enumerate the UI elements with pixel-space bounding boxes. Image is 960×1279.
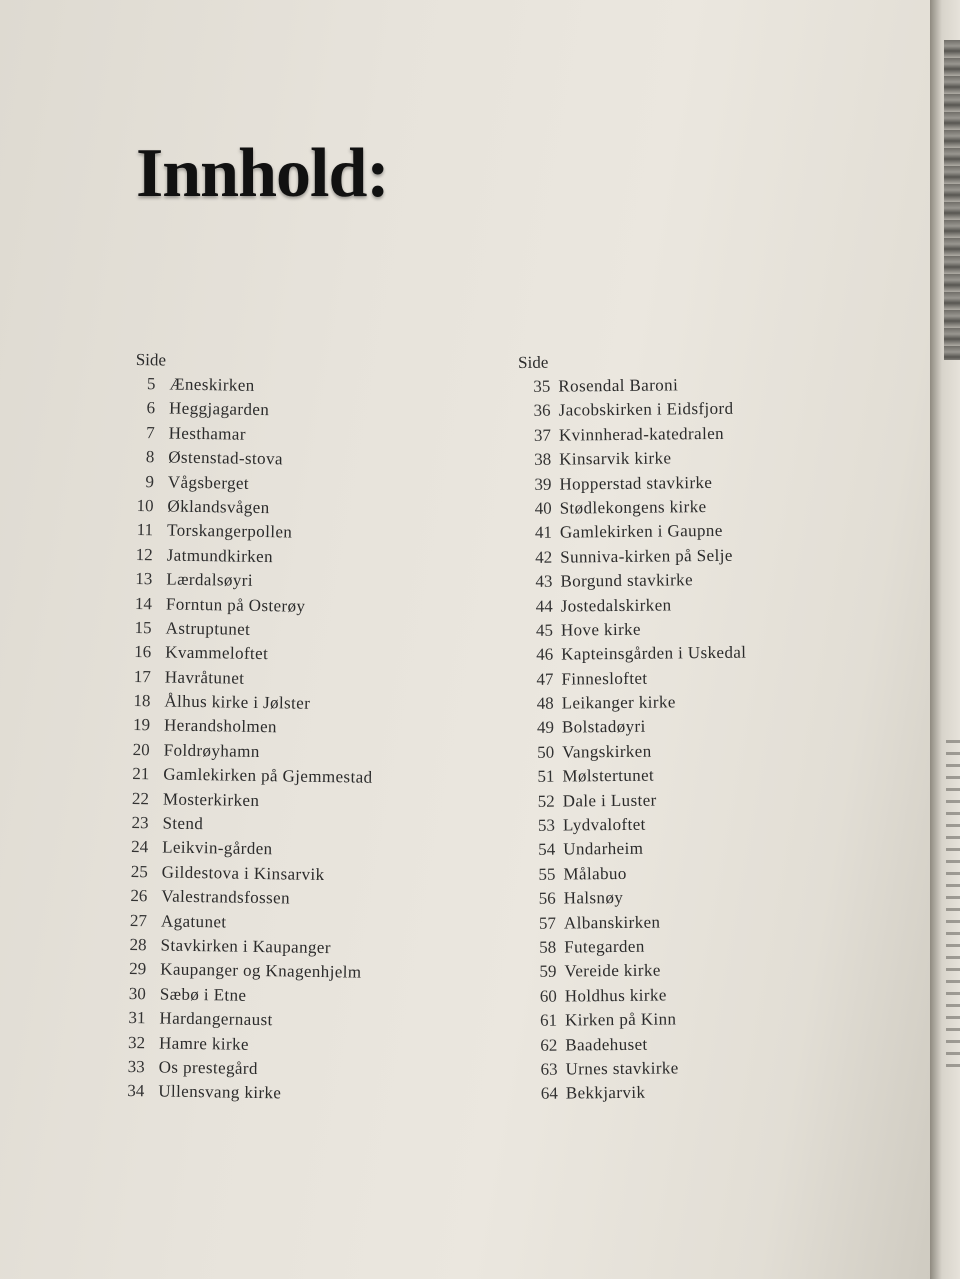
page-number: 62 bbox=[540, 1035, 558, 1055]
entry-title: Sunniva-kirken på Selje bbox=[560, 545, 733, 567]
entry-title: Urnes stavkirke bbox=[565, 1058, 679, 1079]
toc-entry bbox=[524, 884, 824, 912]
page-number: 41 bbox=[534, 522, 553, 543]
entry-title: Hesthamar bbox=[168, 423, 247, 444]
page-number: 37 bbox=[533, 425, 551, 445]
toc-entry bbox=[526, 1079, 826, 1107]
entry-title: Jacobskirken i Eidsfjord bbox=[558, 399, 734, 420]
entry-title: Vågsberget bbox=[167, 472, 250, 493]
page-number: 58 bbox=[539, 937, 557, 957]
entry-title: Lærdalsøyri bbox=[166, 569, 254, 590]
entry-title: Astruptunet bbox=[165, 618, 251, 639]
entry-title: Bolstadøyri bbox=[561, 717, 646, 738]
toc-entry bbox=[518, 372, 818, 400]
toc-entry bbox=[521, 640, 821, 668]
entry-title: Gamlekirken i Gaupne bbox=[559, 521, 723, 542]
toc-entry bbox=[124, 1079, 444, 1108]
page-number: 26 bbox=[130, 886, 148, 906]
page-number: 11 bbox=[136, 520, 154, 540]
toc-entry bbox=[520, 567, 820, 595]
entry-title: Heggjagarden bbox=[168, 398, 270, 420]
entry-title: Stend bbox=[162, 813, 204, 834]
toc-entry bbox=[522, 762, 822, 790]
page-number: 15 bbox=[134, 617, 152, 638]
page-number: 16 bbox=[134, 642, 152, 662]
page-number: 35 bbox=[533, 376, 551, 396]
side-column-header: Side bbox=[135, 349, 167, 370]
page-number: 23 bbox=[131, 813, 149, 833]
toc-entry bbox=[521, 616, 821, 644]
entry-title: Leikanger kirke bbox=[561, 692, 676, 713]
entry-title: Borgund stavkirke bbox=[560, 570, 694, 591]
toc-entry bbox=[524, 933, 824, 961]
page-number: 5 bbox=[146, 374, 156, 394]
page-number: 29 bbox=[129, 959, 147, 979]
page-number: 60 bbox=[539, 986, 557, 1006]
page-number: 21 bbox=[132, 764, 150, 784]
entry-title: Stødlekongens kirke bbox=[559, 496, 707, 518]
entry-title: Vangskirken bbox=[562, 741, 652, 762]
toc-entry bbox=[522, 689, 822, 717]
page-number: 51 bbox=[537, 766, 555, 787]
page-number: 42 bbox=[535, 547, 553, 567]
entry-title: Kvammeloftet bbox=[165, 642, 269, 664]
page-number: 24 bbox=[131, 837, 149, 857]
page-number: 49 bbox=[536, 718, 555, 738]
entry-title: Hopperstad stavkirke bbox=[559, 472, 713, 494]
entry-title: Forntun på Osterøy bbox=[165, 594, 306, 616]
page-number: 22 bbox=[131, 788, 150, 808]
page-number: 30 bbox=[128, 983, 147, 1003]
page-number: 52 bbox=[537, 791, 555, 811]
entry-title: Vereide kirke bbox=[564, 960, 661, 981]
entry-title: Gildestova i Kinsarvik bbox=[161, 862, 325, 884]
page-number: 38 bbox=[534, 449, 552, 470]
page-number: 12 bbox=[135, 544, 153, 565]
toc-entry bbox=[519, 469, 819, 497]
page-number: 34 bbox=[127, 1081, 145, 1101]
entry-title: Baadehuset bbox=[565, 1034, 648, 1055]
page-number: 55 bbox=[538, 864, 556, 884]
entry-title: Hardangernaust bbox=[159, 1008, 273, 1030]
entry-title: Rosendal Baroni bbox=[558, 375, 679, 396]
entry-title: Agatunet bbox=[160, 911, 227, 932]
toc-entry bbox=[522, 713, 822, 741]
page-number: 20 bbox=[132, 739, 150, 760]
entry-title: Mosterkirken bbox=[162, 789, 260, 810]
entry-title: Sæbø i Etne bbox=[159, 984, 247, 1005]
entry-title: Æneskirken bbox=[169, 374, 255, 395]
side-column-header: Side bbox=[518, 352, 549, 372]
page-number: 33 bbox=[127, 1056, 145, 1077]
page-number: 59 bbox=[539, 962, 557, 982]
entry-title: Kvinnherad-katedralen bbox=[558, 423, 725, 445]
page-number: 40 bbox=[534, 498, 552, 518]
page-number: 14 bbox=[134, 593, 153, 613]
toc-entry bbox=[523, 786, 823, 814]
page-number: 7 bbox=[146, 422, 155, 443]
page-number: 45 bbox=[535, 620, 554, 640]
page-number: 53 bbox=[537, 815, 556, 835]
page-number: 64 bbox=[540, 1083, 558, 1104]
entry-title: Torskangerpollen bbox=[166, 520, 293, 542]
entry-title: Mølstertunet bbox=[562, 765, 655, 786]
toc-entry bbox=[523, 811, 823, 839]
toc-entry bbox=[519, 421, 819, 449]
toc-entry bbox=[524, 908, 824, 936]
page-number: 39 bbox=[534, 474, 552, 494]
entry-title: Ullensvang kirke bbox=[158, 1081, 282, 1103]
page-number: 13 bbox=[135, 569, 153, 589]
entry-title: Lydvaloftet bbox=[562, 814, 646, 835]
page-number: 54 bbox=[538, 840, 556, 860]
page-title: Innhold: bbox=[136, 135, 389, 212]
entry-title: Kapteinsgården i Uskedal bbox=[561, 642, 747, 664]
page-number: 8 bbox=[145, 447, 155, 467]
entry-title: Ålhus kirke i Jølster bbox=[164, 691, 311, 713]
entry-title: Stavkirken i Kaupanger bbox=[160, 935, 332, 958]
toc-entry bbox=[525, 1006, 825, 1034]
page-number: 6 bbox=[146, 398, 156, 418]
entry-title: Hamre kirke bbox=[158, 1032, 250, 1054]
toc-entry bbox=[519, 445, 819, 473]
page-number: 63 bbox=[540, 1059, 558, 1079]
toc-right-column bbox=[518, 348, 826, 1107]
page-number: 19 bbox=[132, 715, 151, 735]
toc-entry bbox=[522, 738, 822, 766]
toc-entry bbox=[521, 665, 821, 693]
page-number: 32 bbox=[127, 1032, 146, 1052]
page-number: 36 bbox=[533, 401, 551, 421]
toc-entry bbox=[521, 591, 821, 619]
toc-list-left bbox=[124, 372, 455, 1109]
page-number: 48 bbox=[536, 693, 554, 713]
entry-title: Målabuo bbox=[563, 863, 627, 884]
entry-title: Albanskirken bbox=[563, 912, 661, 933]
toc-entry bbox=[525, 1030, 825, 1058]
toc-entry bbox=[519, 396, 819, 424]
entry-title: Foldrøyhamn bbox=[163, 740, 260, 761]
toc-entry bbox=[525, 1055, 825, 1083]
entry-title: Herandsholmen bbox=[163, 715, 278, 737]
entry-title: Hove kirke bbox=[560, 619, 642, 640]
entry-title: Undarheim bbox=[563, 839, 644, 859]
toc-entry bbox=[520, 543, 820, 571]
adjacent-page-text bbox=[946, 740, 960, 1070]
entry-title: Leikvin-gården bbox=[162, 837, 273, 859]
entry-title: Halsnøy bbox=[563, 888, 624, 908]
page-number: 31 bbox=[128, 1008, 146, 1028]
entry-title: Gamlekirken på Gjemmestad bbox=[163, 764, 373, 788]
page-number: 28 bbox=[129, 934, 147, 955]
toc-left-column bbox=[124, 348, 456, 1109]
page-number: 47 bbox=[536, 669, 554, 689]
entry-title: Valestrandsfossen bbox=[161, 886, 291, 908]
entry-title: Øklandsvågen bbox=[167, 496, 270, 518]
page-number: 18 bbox=[133, 691, 151, 711]
entry-title: Kinsarvik kirke bbox=[559, 448, 672, 469]
adjacent-page-photo bbox=[944, 40, 960, 360]
page-number: 9 bbox=[145, 471, 155, 491]
entry-title: Havråtunet bbox=[164, 667, 245, 688]
toc-list-right bbox=[518, 372, 826, 1107]
toc-entry bbox=[520, 494, 820, 522]
page-number: 46 bbox=[536, 644, 554, 665]
toc-entry bbox=[524, 957, 824, 985]
page-number: 27 bbox=[129, 910, 148, 930]
page-number: 50 bbox=[537, 742, 555, 762]
page-number: 61 bbox=[539, 1010, 558, 1030]
entry-title: Holdhus kirke bbox=[564, 985, 667, 1006]
entry-title: Kaupanger og Knagenhjelm bbox=[160, 959, 362, 982]
page-number: 57 bbox=[538, 913, 557, 933]
entry-title: Bekkjarvik bbox=[565, 1083, 646, 1103]
page-number: 10 bbox=[136, 495, 154, 516]
page-number: 56 bbox=[538, 888, 556, 909]
toc-entry bbox=[520, 518, 820, 546]
entry-title: Jostedalskirken bbox=[560, 594, 672, 616]
toc-entry bbox=[523, 835, 823, 863]
entry-title: Jatmundkirken bbox=[166, 545, 274, 566]
entry-title: Kirken på Kinn bbox=[564, 1009, 677, 1030]
entry-title: Futegarden bbox=[564, 936, 645, 957]
toc-entry bbox=[525, 982, 825, 1010]
entry-title: Os prestegård bbox=[158, 1057, 258, 1078]
entry-title: Dale i Luster bbox=[562, 790, 657, 811]
entry-title: Finnesloftet bbox=[561, 668, 648, 689]
page-number: 17 bbox=[133, 666, 151, 686]
page-number: 43 bbox=[535, 571, 553, 591]
entry-title: Østenstad-stova bbox=[168, 447, 284, 469]
page-number: 44 bbox=[535, 596, 553, 616]
page-number: 25 bbox=[130, 861, 148, 882]
toc-entry bbox=[523, 860, 823, 888]
